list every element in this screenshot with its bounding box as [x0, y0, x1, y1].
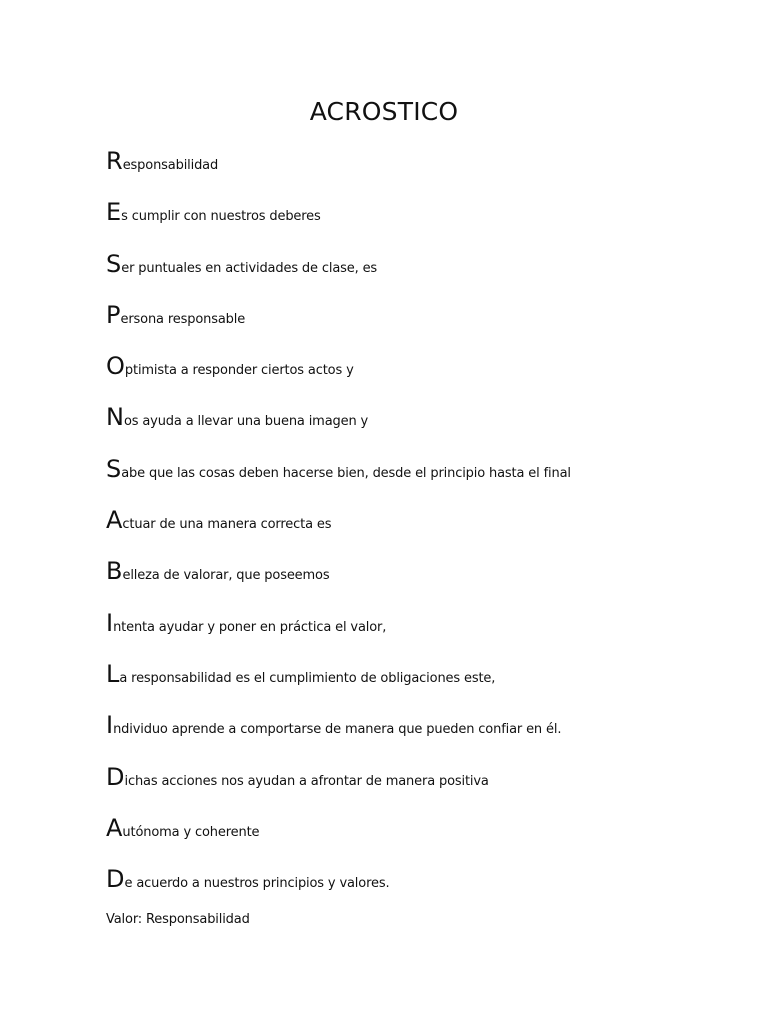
acrostic-list [106, 146, 746, 915]
acrostic-line [106, 710, 746, 761]
acrostic-initial: O [106, 352, 125, 381]
acrostic-line [106, 197, 746, 248]
acrostic-text: ichas acciones nos ayudan a afrontar de manera positiva [124, 773, 489, 789]
acrostic-initial: D [106, 762, 125, 791]
acrostic-initial: D [106, 865, 125, 894]
acrostic-line [106, 608, 746, 659]
acrostic-initial: B [106, 557, 123, 586]
acrostic-text: abe que las cosas deben hacerse bien, desde el principio hasta el final [121, 465, 571, 481]
acrostic-initial: N [106, 403, 124, 432]
acrostic-initial: A [106, 506, 123, 535]
acrostic-line [106, 864, 746, 915]
acrostic-line [106, 556, 746, 607]
acrostic-line [106, 813, 746, 864]
acrostic-text: ntenta ayudar y poner en práctica el valor, [113, 619, 387, 635]
acrostic-text: a responsabilidad es el cumplimiento de obligaciones este, [119, 670, 496, 686]
acrostic-initial: R [106, 147, 123, 175]
acrostic-initial: P [106, 300, 121, 329]
acrostic-text: ptimista a responder ciertos actos y [124, 363, 354, 379]
acrostic-line [106, 505, 746, 556]
acrostic-text: esponsabilidad [122, 158, 219, 173]
acrostic-line [106, 454, 746, 505]
acrostic-text: s cumplir con nuestros deberes [121, 209, 321, 225]
acrostic-line [106, 249, 746, 300]
acrostic-initial: A [106, 813, 123, 842]
acrostic-initial: I [106, 711, 114, 740]
acrostic-text: ndividuo aprende a comportarse de manera que pueden confiar en él. [113, 722, 562, 738]
value-footer: Valor: Responsabilidad [106, 912, 250, 927]
acrostic-line [106, 402, 746, 453]
acrostic-line [106, 762, 746, 813]
acrostic-line [106, 146, 746, 197]
acrostic-text: ersona responsable [120, 311, 246, 327]
acrostic-initial: S [106, 249, 122, 278]
acrostic-text: elleza de valorar, que poseemos [122, 568, 330, 584]
acrostic-initial: E [106, 198, 122, 227]
acrostic-line [106, 659, 746, 710]
document-title: ACROSTICO [309, 97, 459, 126]
acrostic-line [106, 300, 746, 351]
acrostic-initial: L [106, 659, 120, 688]
acrostic-text: er puntuales en actividades de clase, es [121, 260, 378, 276]
acrostic-initial: S [106, 454, 122, 483]
acrostic-line [106, 351, 746, 402]
acrostic-text: ctuar de una manera correcta es [122, 517, 332, 533]
acrostic-text: utónoma y coherente [122, 824, 260, 840]
acrostic-text: e acuerdo a nuestros principios y valores. [124, 876, 390, 892]
acrostic-initial: I [106, 608, 114, 637]
acrostic-text: os ayuda a llevar una buena imagen y [123, 414, 369, 430]
